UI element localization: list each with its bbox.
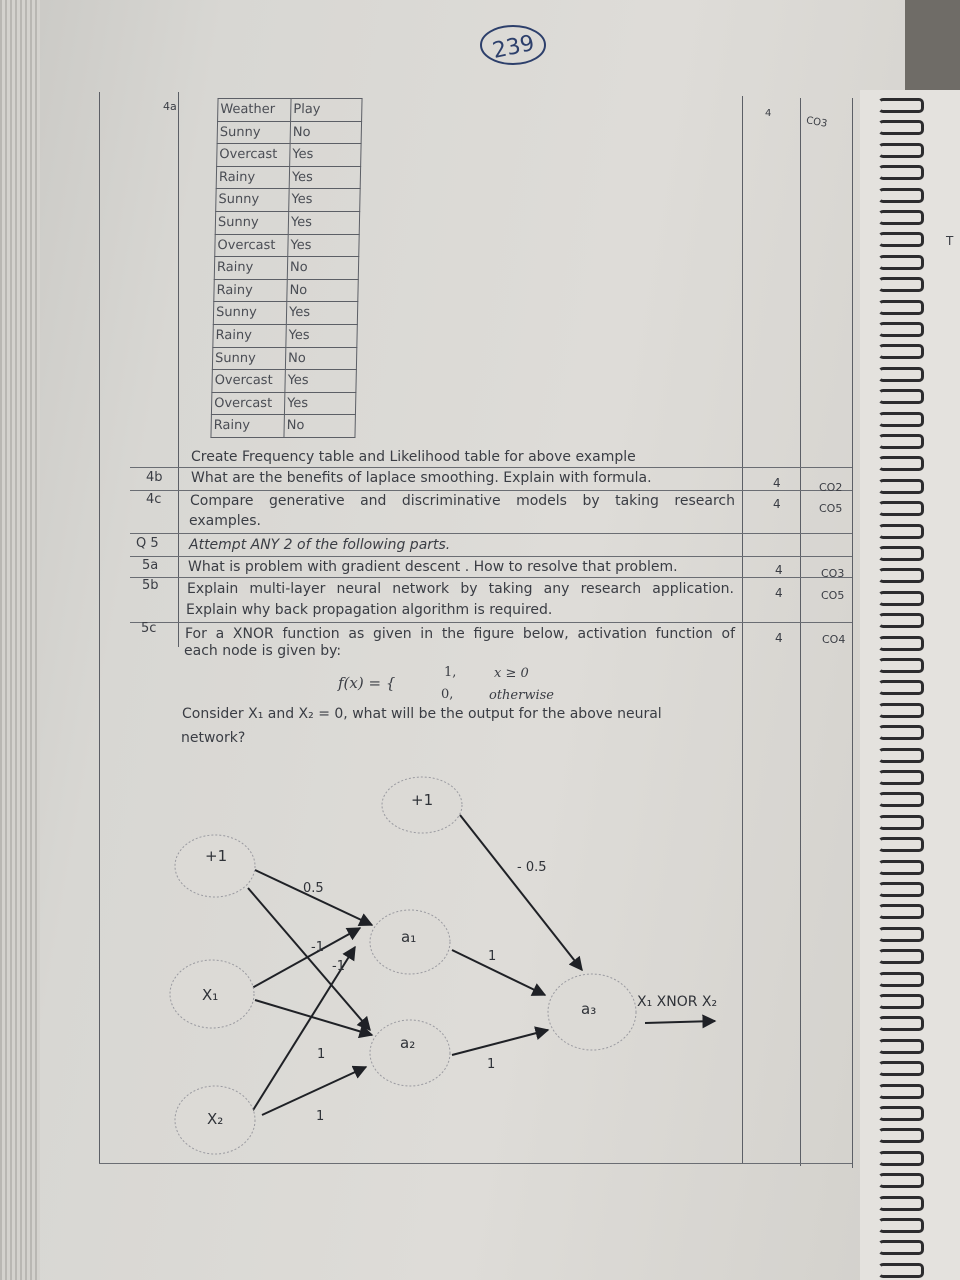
- co-4a: CO3: [805, 115, 829, 130]
- node-bias2-label: +1: [411, 791, 434, 809]
- binding-coil: [878, 98, 924, 113]
- next-page-letter: T: [946, 234, 954, 248]
- question-5b-text-line2: Explain why back propagation algorithm is required.: [186, 602, 553, 618]
- weather-cell: Rainy: [216, 166, 289, 189]
- weight-x1-a2: 1: [317, 1047, 326, 1062]
- edge-a2-a3: [452, 1030, 548, 1055]
- edge-x1-a1: [252, 928, 360, 988]
- header-play: Play: [291, 99, 362, 122]
- binding-coil: [878, 815, 924, 830]
- binding-coil: [878, 972, 924, 987]
- weather-cell: Sunny: [216, 189, 289, 212]
- question-number-q5: Q 5: [136, 536, 159, 551]
- network-edges: [248, 815, 718, 1115]
- node-a2: [370, 1020, 450, 1086]
- binding-coil: [878, 725, 924, 740]
- question-5c-consider-line1: Consider X₁ and X₂ = 0, what will be the output for the above neural: [182, 706, 662, 722]
- node-bias1: [175, 835, 255, 897]
- binding-coil: [878, 479, 924, 494]
- node-a1-label: a₁: [401, 928, 417, 946]
- binding-coil: [878, 860, 924, 875]
- question-5c-text-line2: each node is given by:: [184, 643, 342, 659]
- play-cell: No: [287, 257, 358, 280]
- binding-coil: [878, 367, 924, 382]
- binding-coil: [878, 1061, 924, 1076]
- weight-x2-a1: -1: [332, 959, 345, 974]
- edge-a1-a3: [452, 950, 545, 995]
- play-cell: Yes: [288, 234, 359, 257]
- binding-coil: [878, 389, 924, 404]
- binding-coil: [878, 636, 924, 651]
- binding-coil: [878, 344, 924, 359]
- binding-coil: [878, 188, 924, 203]
- binding-coil: [878, 546, 924, 561]
- play-cell: Yes: [284, 392, 355, 415]
- question-5c-text-line1: For a XNOR function as given in the figure below, activation function of: [185, 626, 735, 642]
- binding-coil: [878, 792, 924, 807]
- output-arrow: [645, 1021, 715, 1023]
- formula-case2-value: 0,: [441, 687, 454, 702]
- binding-coil: [878, 1196, 924, 1211]
- binding-coil: [878, 1039, 924, 1054]
- question-number-4b: 4b: [146, 470, 163, 485]
- question-number-4a: 4a: [163, 100, 177, 113]
- binding-coil: [878, 255, 924, 270]
- edge-bias2-a3: [460, 815, 582, 970]
- play-cell: No: [290, 121, 361, 144]
- question-4a-caption: Create Frequency table and Likelihood table for above example: [191, 449, 636, 465]
- weather-cell: Rainy: [211, 415, 284, 438]
- binding-coil: [878, 770, 924, 785]
- binding-coil: [878, 1151, 924, 1166]
- binding-coil: [878, 434, 924, 449]
- play-cell: Yes: [285, 370, 356, 393]
- play-cell: Yes: [286, 302, 357, 325]
- binding-coil: [878, 1016, 924, 1031]
- binding-coil: [878, 591, 924, 606]
- play-cell: Yes: [286, 324, 357, 347]
- binding-coil: [878, 568, 924, 583]
- question-number-5b: 5b: [142, 578, 159, 593]
- node-a2-label: a₂: [400, 1034, 416, 1052]
- binding-coil: [878, 1263, 924, 1278]
- weight-x1-a1: -1: [311, 940, 324, 955]
- edge-x2-a2: [262, 1067, 366, 1115]
- binding-coil: [878, 927, 924, 942]
- binding-coil: [878, 1218, 924, 1233]
- binding-coil: [878, 277, 924, 292]
- question-number-5c: 5c: [141, 621, 157, 636]
- binding-coil: [878, 949, 924, 964]
- node-x1-label: X₁: [202, 986, 219, 1004]
- question-number-5a: 5a: [142, 558, 159, 573]
- weight-a2-a3: 1: [487, 1057, 496, 1072]
- binding-coil: [878, 501, 924, 516]
- marks-4b: 4: [773, 476, 781, 490]
- question-4c-text-line2: examples.: [189, 513, 262, 529]
- play-cell: Yes: [289, 166, 360, 189]
- weather-cell: Sunny: [212, 347, 285, 370]
- weather-cell: Rainy: [213, 324, 286, 347]
- question-5a-text: What is problem with gradient descent . How to resolve that problem.: [188, 559, 678, 575]
- binding-coil: [878, 680, 924, 695]
- play-cell: Yes: [290, 144, 361, 167]
- co-4b: CO2: [819, 481, 843, 494]
- binding-coil: [878, 658, 924, 673]
- play-cell: No: [284, 415, 355, 438]
- play-cell: Yes: [288, 211, 359, 234]
- co-5c: CO4: [822, 633, 846, 646]
- weight-bias1-a1: 0.5: [303, 881, 324, 896]
- marks-4a: 4: [765, 108, 772, 119]
- edge-x1-a2: [255, 1000, 372, 1035]
- binding-coil: [878, 232, 924, 247]
- play-cell: No: [287, 279, 358, 302]
- question-5c-consider-line2: network?: [181, 730, 246, 746]
- formula-case1-condition: x ≥ 0: [494, 666, 529, 681]
- binding-coil: [878, 882, 924, 897]
- question-4c-text-line1: Compare generative and discriminative models by taking research: [190, 493, 735, 509]
- binding-coil: [878, 120, 924, 135]
- marks-5c: 4: [775, 631, 783, 645]
- question-5-instruction: Attempt ANY 2 of the following parts.: [189, 537, 451, 553]
- weather-cell: Rainy: [214, 257, 287, 280]
- binding-coil: [878, 994, 924, 1009]
- output-label: X₁ XNOR X₂: [637, 994, 718, 1010]
- node-x2-label: X₂: [207, 1110, 224, 1128]
- weather-cell: Overcast: [217, 144, 290, 167]
- formula-case1-value: 1,: [444, 665, 457, 680]
- co-4c: CO5: [819, 502, 843, 515]
- binding-coil: [878, 165, 924, 180]
- binding-coil: [878, 143, 924, 158]
- binding-coil: [878, 703, 924, 718]
- binding-coil: [878, 210, 924, 225]
- binding-coil: [878, 613, 924, 628]
- question-5b-text-line1: Explain multi-layer neural network by taking any research application.: [187, 581, 734, 597]
- binding-coil: [878, 904, 924, 919]
- formula-lhs: f(x) = {: [338, 674, 396, 692]
- binding-coil: [878, 1084, 924, 1099]
- binding-coil: [878, 748, 924, 763]
- network-nodes: [170, 777, 636, 1154]
- co-5b: CO5: [821, 589, 845, 602]
- question-4b-text: What are the benefits of laplace smoothing. Explain with formula.: [191, 470, 652, 486]
- weight-x2-a2: 1: [316, 1109, 325, 1124]
- marks-5b: 4: [775, 586, 783, 600]
- binding-coil: [878, 837, 924, 852]
- binding-coil: [878, 1240, 924, 1255]
- header-weather: Weather: [218, 99, 291, 122]
- binding-coil: [878, 524, 924, 539]
- question-number-4c: 4c: [146, 492, 162, 507]
- weather-cell: Rainy: [214, 279, 287, 302]
- binding-coil: [878, 1128, 924, 1143]
- weight-bias2-a3: - 0.5: [517, 860, 547, 875]
- binding-coil: [878, 1173, 924, 1188]
- page-number-text: 239: [490, 30, 537, 65]
- binding-coil: [878, 322, 924, 337]
- weather-cell: Sunny: [217, 121, 290, 144]
- node-a3-label: a₃: [581, 1000, 597, 1018]
- node-bias1-label: +1: [205, 847, 228, 865]
- marks-5a: 4: [775, 563, 783, 577]
- weather-cell: Overcast: [215, 234, 288, 257]
- play-cell: No: [285, 347, 356, 370]
- formula-case2-condition: otherwise: [489, 688, 554, 703]
- play-cell: Yes: [289, 189, 360, 212]
- binding-coil: [878, 300, 924, 315]
- co-5a: CO3: [821, 567, 845, 580]
- weight-a1-a3: 1: [488, 949, 497, 964]
- binding-coil: [878, 456, 924, 471]
- binding-coil: [878, 412, 924, 427]
- marks-4c: 4: [773, 497, 781, 511]
- edge-bias1-a2: [248, 888, 370, 1030]
- weather-cell: Overcast: [211, 392, 284, 415]
- weather-cell: Sunny: [213, 302, 286, 325]
- weather-cell: Sunny: [215, 211, 288, 234]
- weather-cell: Overcast: [212, 370, 285, 393]
- binding-coil: [878, 1106, 924, 1121]
